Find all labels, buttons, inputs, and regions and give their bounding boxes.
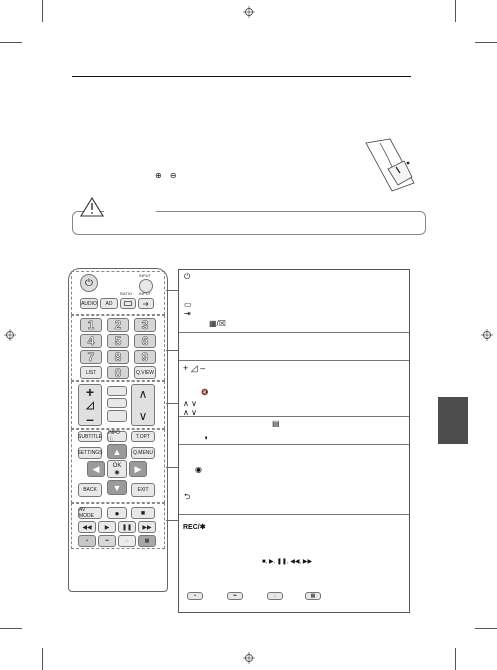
leader-line	[166, 350, 178, 351]
arrow-left-button[interactable]: ◀	[87, 461, 105, 477]
color-key-icon-red: •	[187, 592, 203, 600]
power-button[interactable]: ⏻	[80, 274, 98, 292]
registration-mark-icon	[243, 6, 255, 18]
av-mode-button[interactable]: AV MODE	[78, 507, 102, 519]
record-button[interactable]: ●	[107, 507, 127, 519]
key-description-panel	[178, 269, 410, 613]
green-key-button[interactable]: ••	[98, 535, 116, 547]
ratio-label: RATIO	[120, 291, 132, 296]
remote-battery-illustration	[360, 137, 420, 193]
energy-saving-icon: ◑	[203, 433, 208, 442]
q-menu-icon: ▦/☒	[209, 319, 226, 328]
pause-button[interactable]: ❚❚	[118, 521, 136, 533]
color-key-icon-yellow: ∴	[267, 592, 283, 600]
number-0-button[interactable]: 0	[107, 366, 129, 379]
crop-mark	[455, 0, 456, 22]
mute-button[interactable]	[107, 410, 127, 422]
power-icon: ⏻	[184, 272, 191, 281]
panel-divider	[179, 416, 409, 417]
crop-mark	[42, 648, 43, 670]
crop-mark	[455, 648, 456, 670]
registration-mark-icon	[481, 329, 493, 341]
number-8-button[interactable]: 8	[107, 350, 129, 364]
fav-button[interactable]	[107, 386, 127, 396]
leader-line	[166, 467, 178, 468]
caution-box	[72, 211, 426, 235]
registration-mark-icon	[4, 329, 16, 341]
leader-line	[166, 290, 178, 291]
number-6-button[interactable]: 6	[134, 334, 156, 348]
teletext-icon: ▤	[272, 419, 280, 428]
section-tab	[438, 397, 468, 444]
channel-icon: ∧ ∨	[183, 399, 197, 408]
ad-button[interactable]: AD	[100, 298, 118, 309]
number-4-button[interactable]: 4	[80, 334, 102, 348]
mute-icon: 🔇	[201, 390, 209, 396]
panel-divider	[179, 332, 409, 333]
back-button[interactable]: BACK	[78, 483, 102, 497]
battery-polarity-symbols: ⊕ ⊖	[155, 171, 180, 180]
warning-icon	[80, 197, 104, 217]
fast-forward-button[interactable]: ▶▶	[138, 521, 156, 533]
caution-label-line	[104, 211, 156, 212]
crop-mark	[42, 0, 43, 22]
crop-mark	[475, 42, 497, 43]
input-top-label: INPUT	[139, 273, 151, 278]
list-button[interactable]: LIST	[80, 366, 102, 379]
settings-button[interactable]: SETTINGS	[78, 447, 102, 459]
crop-mark	[475, 628, 497, 629]
registration-mark-icon	[243, 652, 255, 664]
screen-remote-icon: ▭	[184, 300, 192, 309]
yellow-key-button[interactable]: ∴	[118, 535, 136, 547]
back-icon: ⮌	[184, 492, 191, 501]
rewind-button[interactable]: ◀◀	[78, 521, 96, 533]
audio-button[interactable]: AUDIO	[80, 298, 98, 309]
page-icon: ∧ ∨	[183, 408, 197, 417]
arrow-right-button[interactable]: ▶	[129, 461, 147, 477]
guide-button[interactable]	[107, 398, 127, 408]
crop-mark	[0, 628, 22, 629]
channel-rocker[interactable]: ∧ ∨	[131, 384, 155, 426]
blue-key-button[interactable]: ▦	[138, 535, 156, 547]
q-view-button[interactable]: Q.VIEW	[134, 366, 156, 379]
panel-divider	[179, 444, 409, 445]
panel-divider	[179, 360, 409, 361]
input-icon: ⇥	[184, 309, 191, 318]
arrow-up-button[interactable]: ▲	[107, 444, 127, 459]
crop-mark	[0, 42, 22, 43]
number-1-button[interactable]: 1	[80, 318, 102, 332]
header-rule	[72, 76, 411, 77]
red-key-button[interactable]: •	[78, 535, 96, 547]
play-button[interactable]: ▶	[98, 521, 116, 533]
exit-button[interactable]: EXIT	[131, 483, 155, 497]
volume-icon: + ◿ –	[183, 363, 206, 373]
volume-rocker[interactable]: + ◿ –	[78, 384, 102, 426]
number-5-button[interactable]: 5	[107, 334, 129, 348]
ratio-button[interactable]	[120, 298, 136, 309]
color-key-icon-blue: ▦	[305, 592, 321, 600]
number-2-button[interactable]: 2	[107, 318, 129, 332]
input-label: INPUT	[139, 291, 151, 296]
leader-line	[166, 403, 178, 404]
arrow-down-button[interactable]: ▼	[107, 480, 127, 495]
number-7-button[interactable]: 7	[80, 350, 102, 364]
q-menu-button[interactable]: Q.MENU	[131, 447, 155, 459]
rec-label: REC/✱	[183, 524, 206, 531]
ok-button[interactable]: OK ◉	[107, 460, 127, 478]
ok-wheel-icon: ◉	[195, 465, 202, 474]
number-3-button[interactable]: 3	[134, 318, 156, 332]
input-button[interactable]	[138, 298, 154, 309]
stop-button[interactable]: ■	[131, 507, 155, 519]
color-key-icon-green: ••	[227, 592, 243, 600]
subtitle-button[interactable]: SUBTITLE	[78, 431, 102, 442]
remote-control-illustration	[68, 268, 168, 592]
panel-divider	[179, 514, 409, 515]
t-opt-button[interactable]: T.OPT	[131, 431, 155, 442]
info-button[interactable]: INFO ⓘ	[107, 431, 127, 442]
number-9-button[interactable]: 9	[134, 350, 156, 364]
playback-icons: ■, ▶, ❚❚, ◀◀, ▶▶	[262, 559, 313, 565]
leader-line	[166, 520, 178, 521]
